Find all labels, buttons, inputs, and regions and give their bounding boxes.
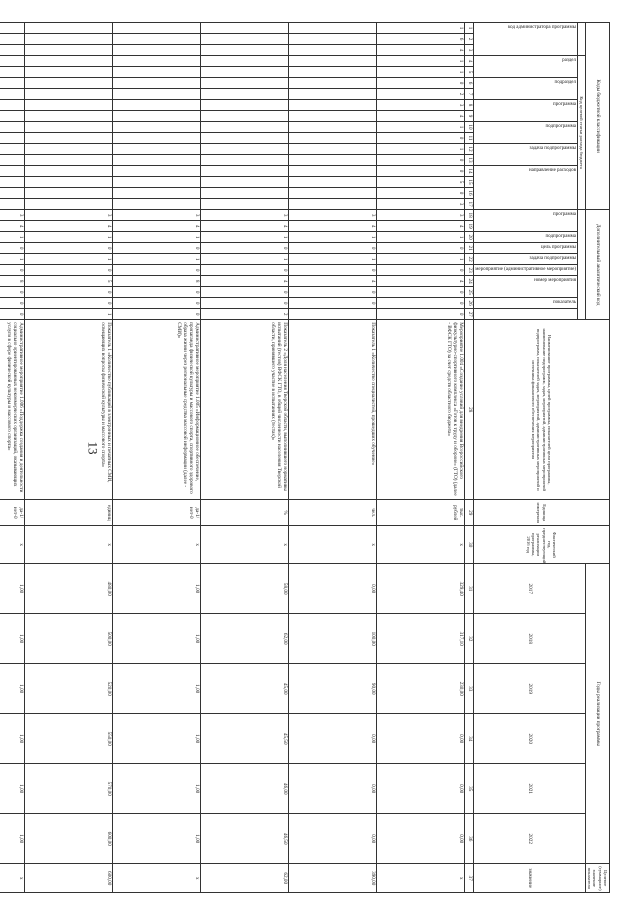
column-number: 35 [464,764,473,814]
row-name: Показатель 1 «Количество публикаций в электронных и печатных СМИ, освещающих вопросы физической культуры и массового спорта» [24,320,112,500]
column-number: 33 [464,664,473,714]
code-cell: 1 [112,254,200,265]
code-cell: 4 [288,221,376,232]
code-cell: 1 [24,254,112,265]
code-cell: 1 [288,254,376,265]
code-cell [24,133,112,144]
goal-label: цель программы [540,245,576,251]
code-cell [200,23,288,34]
column-number: 13 [464,155,473,166]
column-number: 6 [464,78,473,89]
code-cell [200,144,288,155]
code-cell: 0 [376,133,464,144]
code-cell [24,111,112,122]
direction-label: направление расходов [528,168,576,173]
column-number: 20 [464,232,473,243]
column-number: 5 [464,67,473,78]
column-number: 37 [464,864,473,893]
code-cell [112,34,200,45]
section-label: раздел [561,58,576,63]
column-number: 34 [464,714,473,764]
code-cell [24,166,112,177]
row-fact: х [288,526,376,564]
row-target: 62,00 [200,864,288,893]
table-row [0,23,24,893]
code-cell: 4 [112,221,200,232]
year-2017: 2017 [473,564,585,614]
row-name: Административное мероприятие 1.005 «Информационное обеспечение, пропаганда физической культуры и массового спорта, спортивного здорового образа жизни через региональные средства массовой информации (далее - СМИ)» [112,320,200,500]
code-cell [24,188,112,199]
table-row [112,23,200,893]
column-number: 2 [464,34,473,45]
year-value: 520,00 [24,664,112,714]
code-cell [288,67,376,78]
column-number: 26 [464,298,473,309]
code-cell: 0 [0,287,24,298]
code-cell [0,166,24,177]
column-number: 4 [464,56,473,67]
code-cell [0,133,24,144]
code-cell [24,144,112,155]
year-value: 1,00 [112,764,200,814]
code-cell: 0 [288,265,376,276]
column-number: 27 [464,309,473,320]
code-cell [112,89,200,100]
row-unit: чел. [288,500,376,526]
event-number-label: номер мероприятия [533,278,576,284]
code-cell: 0 [112,265,200,276]
program-table [0,22,610,893]
year-value: 46,50 [200,814,288,864]
code-cell [24,45,112,56]
code-cell [24,155,112,166]
year-value: 0,00 [288,814,376,864]
row-name: Административное мероприятие 1.006 «Поддержка создания и деятельности социально ориентированных некоммерческих организаций, оказывающих услуги в сфере физической культуры и массового спорта» [0,320,24,500]
table-row [376,23,464,893]
year-value: 1,00 [112,714,200,764]
year-value: 1,00 [0,714,24,764]
column-number: 7 [464,89,473,100]
code-cell: 3 [288,210,376,221]
year-2021: 2021 [473,764,585,814]
code-cell [200,111,288,122]
code-cell [0,199,24,210]
code-cell [24,78,112,89]
code-cell [288,188,376,199]
year-value: 0,00 [288,764,376,814]
code-cell [112,78,200,89]
code-cell: 0 [200,265,288,276]
year-value: 1,00 [112,564,200,614]
code-cell [24,199,112,210]
code-cell: 3 [112,210,200,221]
code-cell [288,166,376,177]
code-cell: 1 [376,67,464,78]
code-cell: 1 [0,254,24,265]
code-cell [200,45,288,56]
year-value: 100,00 [288,614,376,664]
year-value: 317,10 [376,614,464,664]
additional-codes-header: Дополнительный аналитический код [585,210,609,320]
row-unit: тыс. рублей [376,500,464,526]
code-cell: 5 [24,276,112,287]
row-fact: х [112,526,200,564]
code-cell: 1 [112,232,200,243]
fact-column-header: Фактический год, предшествующий реализации программы, 2016 год [473,526,609,564]
code-cell [200,188,288,199]
row-unit: % [200,500,288,526]
year-value: 0,00 [376,714,464,764]
code-cell: 0 [200,243,288,254]
code-cell [24,34,112,45]
code-cell [200,34,288,45]
code-cell: 4 [24,221,112,232]
column-number: 32 [464,614,473,664]
program-label: программа [552,102,576,107]
column-number: 23 [464,265,473,276]
code-cell [288,155,376,166]
row-unit: да-1/ нет-0 [112,500,200,526]
year-value: 600,00 [24,814,112,864]
code-cell [288,144,376,155]
code-cell [288,34,376,45]
code-cell: 4 [288,276,376,287]
column-number: 29 [464,500,473,526]
column-number: 11 [464,133,473,144]
code-cell [288,56,376,67]
year-value: 570,00 [24,764,112,814]
code-cell: 1 [376,56,464,67]
column-number: 9 [464,111,473,122]
code-cell: 1 [376,122,464,133]
code-cell: 0 [200,287,288,298]
code-cell [24,89,112,100]
table-row [200,23,288,893]
table-row [24,23,112,893]
row-target: х [376,864,464,893]
code-cell: 0 [376,298,464,309]
code-cell: 0 [376,309,464,320]
code-cell [24,56,112,67]
expense-codes-header: Код целевой статьи расхода бюджета [577,56,585,210]
code-cell [112,67,200,78]
year-value: 329,40 [376,564,464,614]
column-number: 31 [464,564,473,614]
code-cell: 0 [376,155,464,166]
year-value: 500,00 [24,614,112,664]
year-2022: 2022 [473,814,585,864]
code-cell [288,122,376,133]
year-2019: 2019 [473,664,585,714]
code-cell [288,23,376,34]
column-number: 24 [464,276,473,287]
year-value: 1,00 [0,814,24,864]
year-value: 1,00 [0,564,24,614]
code-cell [112,100,200,111]
code-cell: 1 [288,232,376,243]
year-value: 1,00 [0,764,24,814]
code-cell [0,56,24,67]
code-cell [112,155,200,166]
column-number: 22 [464,254,473,265]
code-cell: 3 [376,210,464,221]
code-cell: 0 [112,287,200,298]
column-number: 30 [464,526,473,564]
event-label: мероприятие (административное мероприятие) [474,267,576,273]
code-cell: 0 [376,78,464,89]
code-cell: 0 [376,287,464,298]
year-value: 90,00 [288,664,376,714]
code-cell [200,122,288,133]
code-cell: 2 [376,89,464,100]
code-cell: 3 [0,210,24,221]
code-cell: 8 [112,276,200,287]
code-cell [112,111,200,122]
column-number: 16 [464,188,473,199]
code-cell [112,199,200,210]
year-value: 480,00 [24,564,112,614]
code-cell: 4 [376,111,464,122]
code-cell: 0 [24,287,112,298]
subsection-label: подраздел [554,80,576,85]
code-cell [0,155,24,166]
column-number: 12 [464,144,473,155]
code-cell: 0 [24,298,112,309]
table-row [288,23,376,893]
code-cell: 3 [376,199,464,210]
code-cell [288,100,376,111]
code-cell [0,45,24,56]
code-cell: 4 [0,221,24,232]
code-cell [0,89,24,100]
column-number: 17 [464,199,473,210]
year-value: 1,00 [112,664,200,714]
code-cell [288,45,376,56]
code-cell: 4 [376,276,464,287]
code-cell: 0 [0,298,24,309]
code-cell: 1 [200,254,288,265]
code-cell [200,155,288,166]
column-number: 14 [464,166,473,177]
code-cell: 1 [376,254,464,265]
row-target: х [112,864,200,893]
code-cell [24,23,112,34]
year-value: 230,00 [376,664,464,714]
column-numbers-row [464,23,473,893]
code-cell [200,67,288,78]
code-cell [112,188,200,199]
code-cell [288,78,376,89]
year-value: 58,00 [200,564,288,614]
column-number: 15 [464,177,473,188]
subprogram-label: подпрограмма [545,124,576,129]
code-cell [200,133,288,144]
column-number: 25 [464,287,473,298]
code-cell: 1 [200,232,288,243]
code-cell [200,166,288,177]
year-value: 0,00 [376,814,464,864]
code-cell [0,122,24,133]
page-number: 13 [85,441,101,455]
code-cell: 0 [288,287,376,298]
code-cell [0,23,24,34]
table-body [0,23,464,893]
row-unit: единиц [24,500,112,526]
code-cell: 0 [376,265,464,276]
year-value: 1,00 [0,664,24,714]
code-cell: 4 [200,221,288,232]
add-subprogram-label: подпрограмма [545,234,576,240]
code-cell [112,122,200,133]
column-number: 10 [464,122,473,133]
task-label: задача подпрограммы [529,146,576,151]
code-cell: 3 [24,210,112,221]
code-cell: 4 [200,276,288,287]
column-number: 21 [464,243,473,254]
code-cell: 1 [24,232,112,243]
code-cell: 2 [200,309,288,320]
code-cell: 1 [0,232,24,243]
code-cell [200,56,288,67]
code-cell: 0 [288,243,376,254]
row-name: Мероприятие 1.004 «Создание условий для внедрения Всероссийского физкультурно-спортивного комплекса «Готов к труду и обороне» (ГТО) (далее - ВФСК ГТО) за счет средств областного бюджета» [376,320,464,500]
row-target: 390,00 [288,864,376,893]
year-value: 0,00 [288,564,376,614]
code-cell [0,111,24,122]
code-cell [112,177,200,188]
year-value: 62,00 [200,614,288,664]
row-fact: х [200,526,288,564]
code-cell [288,177,376,188]
year-value: 45,00 [200,664,288,714]
add-task-label: задача подпрограммы [529,256,576,262]
column-number: 28 [464,320,473,500]
code-cell [288,111,376,122]
code-cell: 1 [376,23,464,34]
code-cell [112,133,200,144]
row-fact: х [376,526,464,564]
unit-column-header: Единица измерения [473,500,609,526]
code-cell [200,78,288,89]
budget-codes-header: Коды бюджетной классификации [585,23,609,210]
code-cell [288,309,376,320]
code-cell: 0 [0,243,24,254]
target-value-header: значение [473,864,585,893]
code-cell [200,177,288,188]
code-cell [200,89,288,100]
column-number: 18 [464,210,473,221]
years-header: Годы реализации программы [585,564,609,864]
target-column-header: Целевое (суммарное) значение показателя [585,864,609,893]
row-fact: х [0,526,24,564]
add-program-label: программа [552,212,576,218]
column-number: 1 [464,23,473,34]
year-value: 45,50 [200,714,288,764]
code-cell [0,34,24,45]
code-cell: 0 [112,298,200,309]
indicator-label: показатель [552,300,576,306]
code-cell: 6 [376,34,464,45]
code-cell: 5 [376,177,464,188]
code-cell [200,100,288,111]
code-cell: 0 [0,309,24,320]
code-cell [288,199,376,210]
code-cell: 0 [288,298,376,309]
code-cell [288,133,376,144]
code-cell: 0 [376,188,464,199]
code-cell: 0 [0,265,24,276]
row-fact: х [24,526,112,564]
row-target: х [0,864,24,893]
code-cell: 3 [200,210,288,221]
year-value: 0,00 [288,714,376,764]
code-cell: 0 [376,166,464,177]
name-column-header: Наименование программы, целей программы, показателей цели программы, наименование подпрограмм, задач, мероприятий, административных мероприятий подпрограмм, показателей задач, мероприятий, административных мероприятий и источника финансового обеспечения мероприятия [473,320,609,500]
code-cell: 0 [376,243,464,254]
row-name: Показатель 2 «Доля населения Тверской области, выполнившего нормативы испытаний (тестов) ВФСК ГТО, в общей численности населения Тверской области, принявшего участие в испытаниях (тестах)» [200,320,288,500]
column-number: 19 [464,221,473,232]
code-cell [0,67,24,78]
year-2018: 2018 [473,614,585,664]
code-cell [24,100,112,111]
code-cell: 1 [376,144,464,155]
row-unit: да-1/ нет-0 [0,500,24,526]
code-cell: 3 [376,100,464,111]
code-cell [112,23,200,34]
code-cell [0,100,24,111]
year-value: 1,00 [0,614,24,664]
code-cell [0,144,24,155]
code-cell [200,199,288,210]
code-cell [24,122,112,133]
year-2020: 2020 [473,714,585,764]
year-value: 1,00 [112,614,200,664]
code-cell: 0 [112,309,200,320]
admin-code-label: код администратора программы [507,25,576,30]
year-value: 0,00 [376,764,464,814]
code-cell: 1 [376,232,464,243]
column-number: 36 [464,814,473,864]
column-number: 8 [464,100,473,111]
code-cell: 0 [112,243,200,254]
code-cell: 0 [200,298,288,309]
code-cell [24,67,112,78]
code-cell [24,177,112,188]
year-value: 550,00 [24,714,112,764]
code-cell [0,78,24,89]
code-cell: 8 [0,276,24,287]
code-cell: 4 [376,221,464,232]
code-cell [112,45,200,56]
row-target: 600,00 [24,864,112,893]
year-value: 1,00 [112,814,200,864]
code-cell: 1 [24,309,112,320]
code-cell [112,144,200,155]
code-cell [288,89,376,100]
code-cell [0,177,24,188]
code-cell: 4 [376,45,464,56]
code-cell: 0 [24,243,112,254]
year-value: 46,00 [200,764,288,814]
code-cell [112,56,200,67]
code-cell [112,166,200,177]
code-cell: 0 [24,265,112,276]
column-number: 3 [464,45,473,56]
code-cell [0,188,24,199]
row-name: Показатель 1 «Количество специалистей, прошедших обучение» [288,320,376,500]
rotated-table-container [5,0,630,905]
